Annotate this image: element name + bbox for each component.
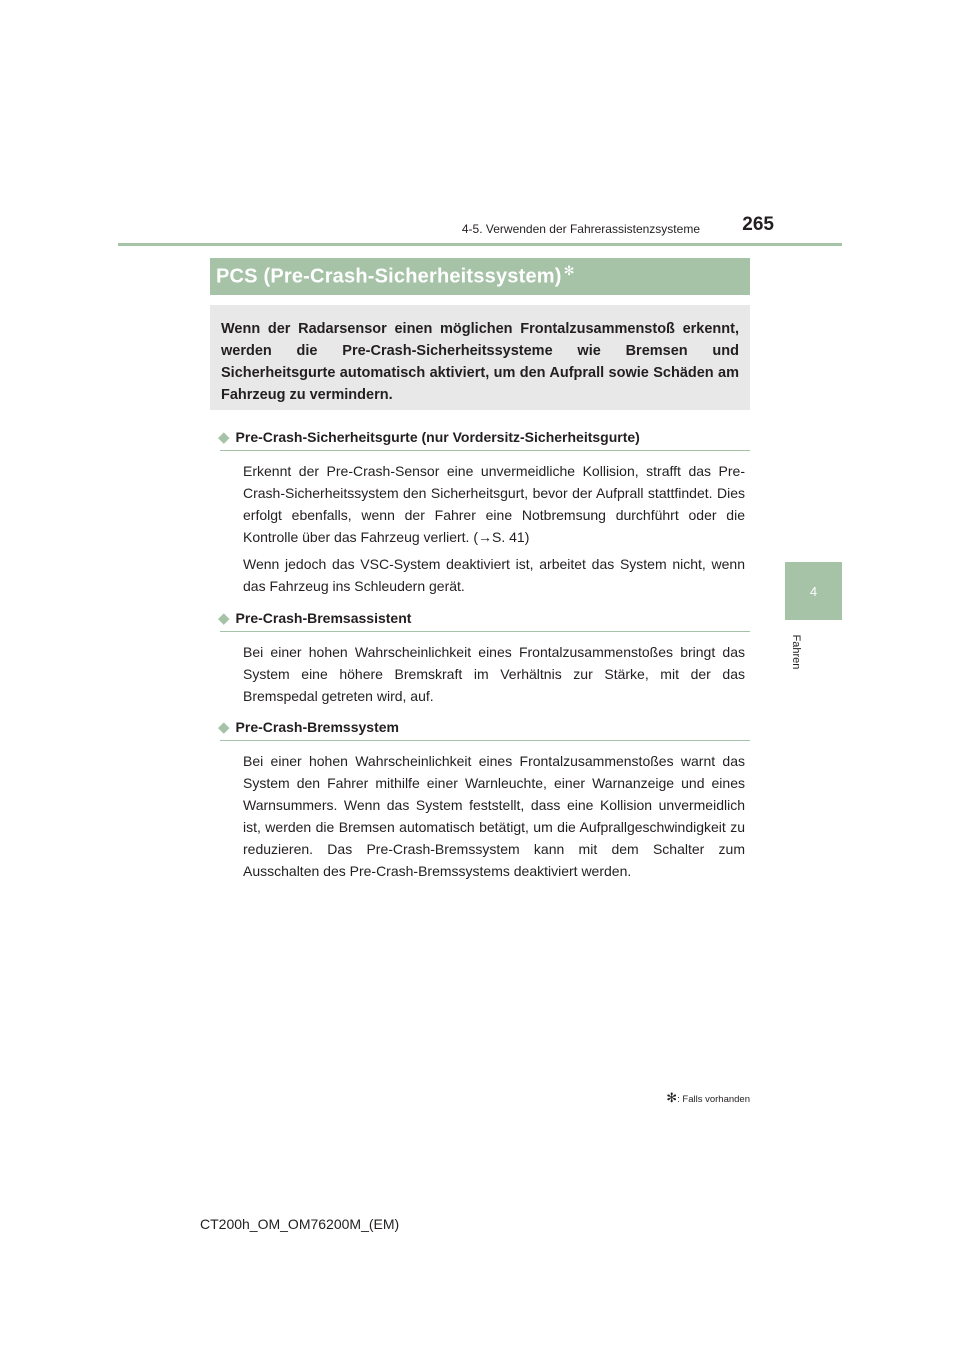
subsection-heading-text: Pre-Crash-Bremssystem bbox=[235, 719, 399, 735]
intro-box bbox=[210, 305, 750, 410]
body-paragraph: Bei einer hohen Wahrscheinlichkeit eines Frontalzusammenstoßes bringt das System eine höhere Bremskraft im Verhältnis zur Stärke, mit der das Bremspedal getreten wird, auf. bbox=[243, 644, 745, 704]
page-number: 265 bbox=[742, 214, 774, 235]
subsection-heading-text: Pre-Crash-Bremsassistent bbox=[235, 610, 412, 626]
subsection-heading bbox=[218, 718, 750, 736]
subsection-rule bbox=[220, 740, 750, 741]
subsection-heading bbox=[218, 428, 750, 446]
diamond-bullet-icon: ◆ bbox=[218, 610, 230, 627]
chapter-label: Fahren bbox=[790, 634, 802, 670]
subsection-rule bbox=[220, 450, 750, 451]
body-paragraph: Wenn jedoch das VSC-System deaktiviert ist, arbeitet das System nicht, wenn das Fahrzeug ins Schleudern gerät. bbox=[243, 556, 745, 594]
footnote bbox=[600, 1090, 750, 1106]
chapter-tab bbox=[785, 562, 842, 620]
diamond-bullet-icon: ◆ bbox=[218, 719, 230, 736]
document-code: CT200h_OM_OM76200M_(EM) bbox=[200, 1216, 400, 1232]
section-title bbox=[216, 263, 575, 289]
subsection-heading bbox=[218, 609, 750, 627]
chapter-number: 4 bbox=[809, 583, 818, 599]
footnote-text: : Falls vorhanden bbox=[677, 1094, 750, 1105]
optional-equipment-icon: ✻ bbox=[563, 263, 575, 278]
body-paragraph: Bei einer hohen Wahrscheinlichkeit eines Frontalzusammenstoßes warnt das System den Fahrer mithilfe einer Warnleuchte, einer Warnanzeige und eines Warnsummers. Wenn das System feststellt, dass eine Kollision unvermeidlich ist, werden die Bremsen automatisch betätigt, um die Aufprallgeschwindigkeit zu reduzieren. Das Pre-Crash-Bremssystem kann mit dem Schalter zum Ausschalten des Pre-Crash-Bremssystems deaktiviert werden. bbox=[243, 753, 745, 879]
diamond-bullet-icon: ◆ bbox=[218, 429, 230, 446]
body-paragraph: Erkennt der Pre-Crash-Sensor eine unvermeidliche Kollision, strafft das Pre-Crash-Sicherheitssystem den Sicherheitsgurt, bevor der Aufprall stattfindet. Dies erfolgt ebenfalls, wenn der Fahrer eine Notbremsung durchführt oder die Kontrolle über das Fahrzeug verliert. (→S. 41) bbox=[243, 463, 745, 545]
intro-text: Wenn der Radarsensor einen möglichen Frontalzusammenstoß erkennt, werden die Pre-Crash-Sicherheitssysteme wie Bremsen und Sicherheitsgurte automatisch aktiviert, um den Aufprall sowie Schäden am Fahrzeug zu vermindern. bbox=[221, 321, 739, 403]
section-title-banner bbox=[210, 258, 750, 295]
subsection-rule bbox=[220, 631, 750, 632]
section-title-text: PCS (Pre-Crash-Sicherheitssystem) bbox=[216, 265, 562, 288]
header-section-path: 4-5. Verwenden der Fahrerassistenzsysteme bbox=[461, 222, 700, 236]
header-rule bbox=[118, 243, 842, 246]
optional-equipment-icon: ✻ bbox=[666, 1090, 678, 1105]
subsection-heading-text: Pre-Crash-Sicherheitsgurte (nur Vordersitz-Sicherheitsgurte) bbox=[235, 429, 640, 445]
